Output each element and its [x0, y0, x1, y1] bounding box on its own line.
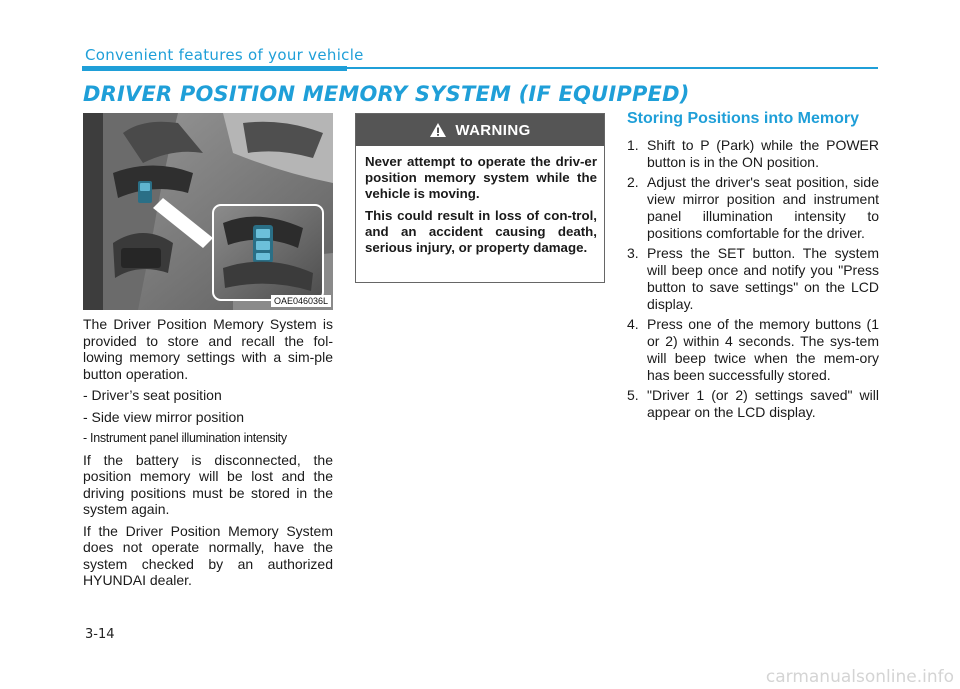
- step-text: Press the SET button. The system will beep once and notify you "Press button to save settings" on the LCD display.: [647, 245, 879, 312]
- figure-code: OAE046036L: [271, 295, 331, 307]
- watermark-text: carmanualsonline.info: [765, 667, 954, 687]
- step-number: 2.: [627, 174, 639, 190]
- list-item: - Instrument panel illumination intensity: [83, 431, 287, 445]
- step-item: [627, 245, 879, 313]
- chapter-title: Convenient features of your vehicle: [85, 46, 364, 64]
- step-text: Adjust the driver's seat position, side view mirror position and instrument panel illumination intensity to positions comfortable for the driver.: [647, 174, 879, 241]
- list-item: - Driver’s seat position: [83, 387, 222, 403]
- step-text: "Driver 1 (or 2) settings saved" will appear on the LCD display.: [647, 387, 879, 420]
- warning-label: WARNING: [455, 121, 531, 139]
- step-item: [627, 316, 879, 384]
- warning-triangle-icon: [429, 122, 447, 138]
- left-column-text: [83, 316, 333, 594]
- list-item: - Side view mirror position: [83, 408, 245, 425]
- intro-paragraph: The Driver Position Memory System is provided to store and recall the fol-lowing memory settings with a sim-ple button operation.: [83, 316, 333, 382]
- step-number: 4.: [627, 316, 639, 332]
- storing-title: Storing Positions into Memory: [627, 110, 860, 127]
- warning-text: This could result in loss of con-trol, and an accident causing death, serious injury, or property damage.: [365, 208, 597, 255]
- warning-header: [356, 114, 604, 146]
- step-item: [627, 387, 879, 421]
- storing-steps: [627, 137, 879, 424]
- step-text: Press one of the memory buttons (1 or 2) within 4 seconds. The sys-tem will beep twice when the mem-ory has been successfully stored.: [647, 316, 879, 383]
- step-number: 5.: [627, 387, 639, 403]
- header-rule-thin: [347, 67, 878, 69]
- header-rule-thick: [82, 66, 347, 71]
- battery-note: If the battery is disconnected, the position memory will be lost and the driving positions must be stored in the system again.: [83, 451, 333, 517]
- warning-body: [356, 146, 604, 268]
- step-text: Shift to P (Park) while the POWER button is in the ON position.: [647, 137, 879, 170]
- step-item: [627, 137, 879, 171]
- warning-box: [355, 113, 605, 283]
- step-number: 3.: [627, 245, 639, 261]
- section-title: DRIVER POSITION MEMORY SYSTEM (IF EQUIPPED): [83, 82, 690, 106]
- door-memory-buttons-photo: [83, 113, 333, 310]
- step-number: 1.: [627, 137, 639, 153]
- page-number: 3-14: [85, 627, 115, 642]
- door-panel-illustration: [83, 113, 333, 310]
- dealer-note: If the Driver Position Memory System does not operate normally, have the system checked by an authorized HYUNDAI dealer.: [83, 522, 333, 588]
- warning-text: Never attempt to operate the driv-er position memory system while the vehicle is moving.: [365, 154, 597, 201]
- step-item: [627, 174, 879, 242]
